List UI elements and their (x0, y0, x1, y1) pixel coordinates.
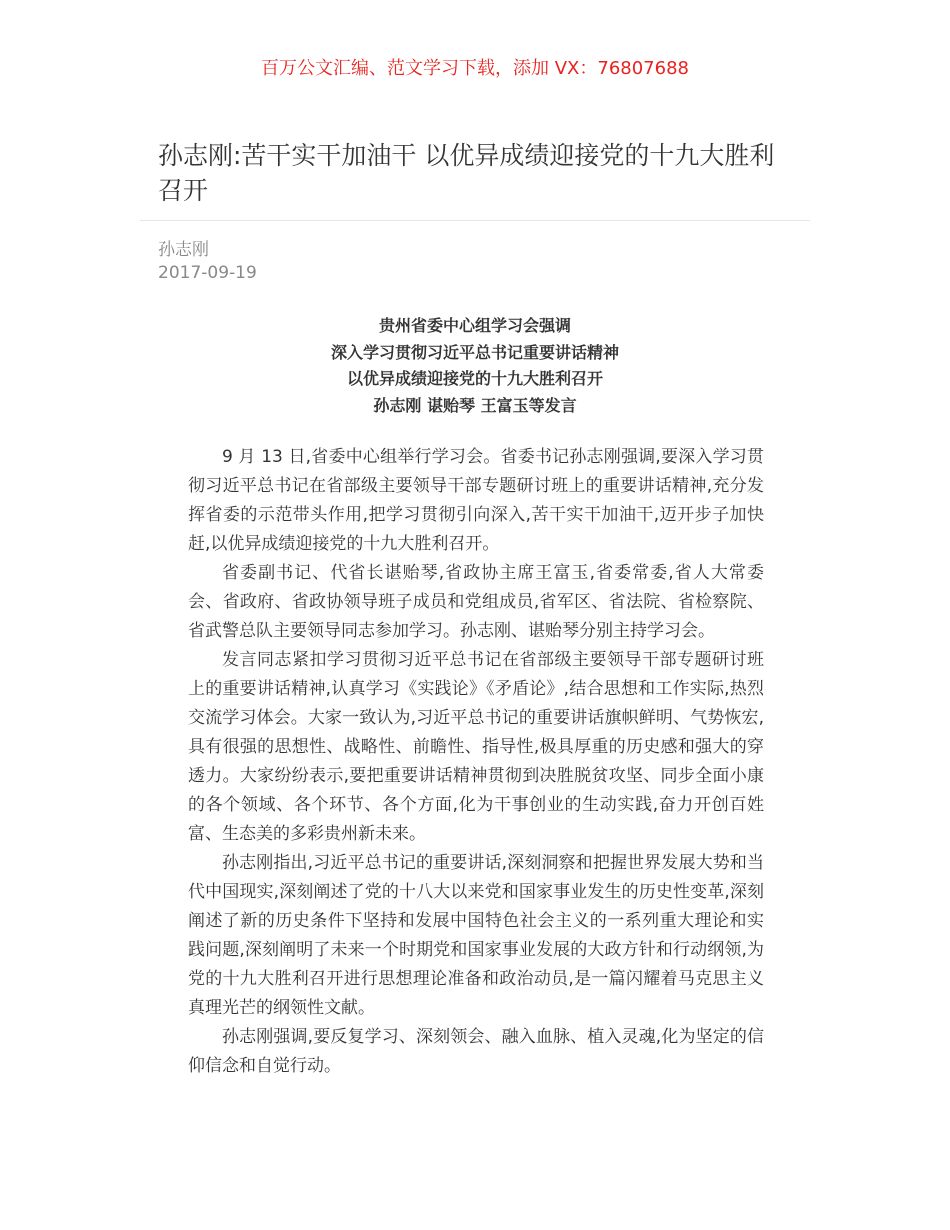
article-author: 孙志刚 (158, 240, 209, 260)
article-title: 孙志刚:苦干实干加油干 以优异成绩迎接党的十九大胜利召开 (158, 141, 775, 205)
promo-banner: 百万公文汇编、范文学习下载，添加 VX：76807688 (261, 58, 689, 79)
body-paragraph: 省委副书记、代省长谌贻琴,省政协主席王富玉,省委常委,省人大常委会、省政府、省政协领导班子成员和党组成员,省军区、省法院、省检察院、省武警总队主要领导同志参加学习。孙志刚、谌贻琴分别主持学习会。 (188, 563, 764, 641)
body-paragraph: 发言同志紧扣学习贯彻习近平总书记在省部级主要领导干部专题研讨班上的重要讲话精神,认真学习《实践论》《矛盾论》,结合思想和工作实际,热烈交流学习体会。大家一致认为,习近平总书记的重要讲话旗帜鲜明、气势恢宏,具有很强的思想性、战略性、前瞻性、指导性,极具厚重的历史感和强大的穿透力。大家纷纷表示,要把重要讲话精神贯彻到决胜脱贫攻坚、同步全面小康的各个领域、各个环节、各个方面,化为干事创业的生动实践,奋力开创百姓富、生态美的多彩贵州新未来。 (188, 650, 764, 844)
subheading-line: 以优异成绩迎接党的十九大胜利召开 (346, 369, 603, 388)
subheading-line: 孙志刚 谌贻琴 王富玉等发言 (373, 395, 577, 415)
subheading-line: 贵州省委中心组学习会强调 (378, 316, 571, 335)
article-date: 2017-09-19 (158, 263, 257, 283)
article-meta (158, 239, 257, 285)
body-paragraph: 孙志刚强调,要反复学习、深刻领会、融入血脉、植入灵魂,化为坚定的信仰信念和自觉行动。 (188, 1027, 764, 1076)
article-subheading (0, 313, 950, 419)
body-paragraph: 孙志刚指出,习近平总书记的重要讲话,深刻洞察和把握世界发展大势和当代中国现实,深刻阐述了党的十八大以来党和国家事业发生的历史性变革,深刻阐述了新的历史条件下坚持和发展中国特色社会主义的一系列重大理论和实践问题,深刻阐明了未来一个时期党和国家事业发展的大政方针和行动纲领,为党的十九大胜利召开进行思想理论准备和政治动员,是一篇闪耀着马克思主义真理光芒的纲领性文献。 (188, 853, 764, 1018)
title-divider (140, 220, 810, 221)
subheading-line: 深入学习贯彻习近平总书记重要讲话精神 (330, 342, 619, 362)
article-body (188, 443, 764, 1081)
body-paragraph: 9 月 13 日,省委中心组举行学习会。省委书记孙志刚强调,要深入学习贯彻习近平总书记在省部级主要领导干部专题研讨班上的重要讲话精神,充分发挥省委的示范带头作用,把学习贯彻引向深入,苦干实干加油干,迈开步子加快赶,以优异成绩迎接党的十九大胜利召开。 (188, 447, 764, 554)
